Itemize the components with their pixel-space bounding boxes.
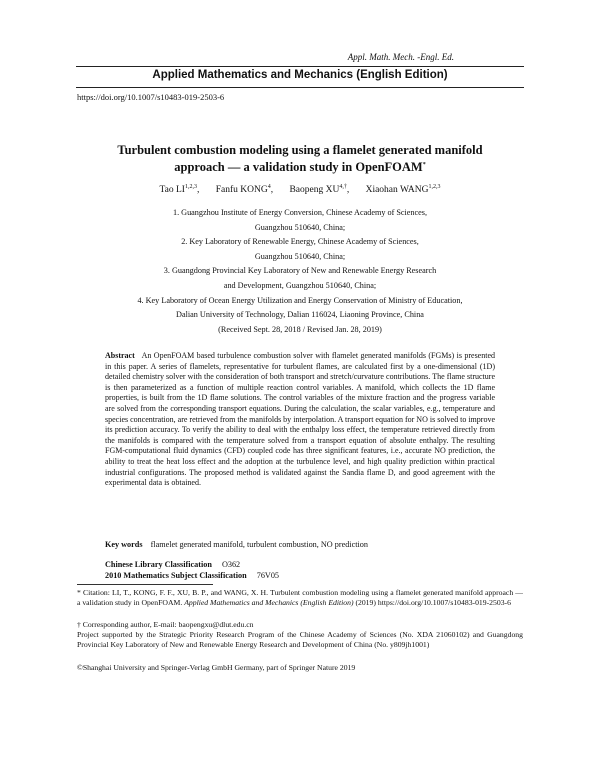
author-list (0, 184, 600, 195)
corresponding-text: Corresponding author, E-mail: baopengxu@dlut.edu.cn (82, 620, 254, 629)
citation-footnote (77, 588, 523, 609)
title-line-1: Turbulent combustion modeling using a flamelet generated manifold (117, 143, 483, 157)
citation-label: Citation: (82, 588, 110, 597)
msc-value: 76V05 (256, 571, 280, 580)
abstract-label: Abstract (105, 351, 135, 360)
msc-classification (105, 571, 279, 580)
citation-doi[interactable]: (2019) https://doi.org/10.1007/s10483-019-2503-6 (355, 598, 511, 608)
journal-title: Applied Mathematics and Mechanics (English Edition) (152, 69, 448, 81)
affiliation-line: 4. Key Laboratory of Ocean Energy Utilization and Energy Conservation of Ministry of Education, (137, 295, 463, 305)
affiliation-line: and Development, Guangzhou 510640, China; (223, 280, 377, 290)
corresponding-mark: † (77, 620, 81, 629)
footnote-rule (77, 584, 213, 585)
author: Fanfu KONG$^4$, (215, 184, 274, 196)
copyright-line: ©Shanghai University and Springer-Verlag GmbH Germany, part of Springer Nature 2019 (77, 663, 356, 672)
funding-footnote: Project supported by the Strategic Priority Research Program of the Chinese Academy of Sciences (No. XDA 21060102) and Guangdong Provincial Key Laboratory of New and Renewable Energy Research and Development of China (No. y809jh1001) (77, 630, 523, 650)
affiliation-line: Guangzhou 510640, China; (254, 222, 346, 232)
author: Xiaohan WANG$^{1,2,3}$ (365, 184, 441, 196)
received-dates: (Received Sept. 28, 2018 / Revised Jan. 28, 2019) (218, 324, 382, 334)
header-rule-top (76, 66, 524, 67)
title-line-2-text: approach — a validation study in OpenFOAM (174, 160, 423, 175)
abstract (105, 351, 495, 489)
chinese-library-classification (105, 560, 240, 569)
journal-abbreviation: Appl. Math. Mech. -Engl. Ed. (347, 52, 454, 62)
msc-label: 2010 Mathematics Subject Classification (105, 571, 247, 580)
author: Tao LI$^{1,2,3}$, (159, 184, 200, 196)
affiliation-line: Dalian University of Technology, Dalian 116024, Liaoning Province, China (176, 310, 424, 320)
paper-title (60, 143, 540, 175)
doi-link[interactable]: https://doi.org/10.1007/s10483-019-2503-6 (77, 92, 225, 102)
corresponding-footnote (77, 620, 523, 630)
citation-mark: * (77, 588, 81, 597)
title-footnote-mark: * (422, 162, 426, 168)
affiliation-line: 3. Guangdong Provincial Key Laboratory of New and Renewable Energy Research (163, 266, 437, 276)
title-line-2 (60, 158, 540, 175)
keywords (105, 540, 368, 549)
clc-label: Chinese Library Classification (105, 560, 212, 569)
clc-value: O362 (221, 560, 241, 569)
affiliation-line: 1. Guangzhou Institute of Energy Conversion, Chinese Academy of Sciences, (172, 208, 428, 217)
keywords-label: Key words (105, 540, 143, 549)
affiliation-line: 2. Key Laboratory of Renewable Energy, Chinese Academy of Sciences, (181, 237, 419, 247)
citation-text: LI, T., KONG, F. F., XU, B. P., and WANG, X. H. Turbulent combustion modeling using a flamelet generated manifold approach — a validation study in OpenFOAM. (77, 588, 523, 608)
author: Baopeng $XU^{4,\dagger}$, (289, 184, 350, 196)
affiliation-block (60, 206, 540, 337)
abstract-text: An OpenFOAM based turbulence combustion solver with flamelet generated manifolds (FGMs) is presented in this paper. A series of flamelets, representative for turbulent flames, are calculated first by a one-dimensional (1D) detailed chemistry solver with the consideration of both transport and stretch/curvature contributions. The flame structure is then parameterized as a function of multiple reaction control variables. A manifold, which collects the 1D flame properties, is built from the 1D flame solutions. The control variables of the mixture fraction and the progress variable are solved from the corresponding transport equations. During the calculation, the scalar variables, e.g., temperature and species concentration, are retrieved from the manifolds by interpolation. A transport equation for NO is solved to improve its prediction accuracy. To verify the ability to deal with the enthalpy loss effect, the temperature retrieved directly from the manifolds is compared with the temperature solved from a transport equation of absolute enthalpy. The resulting FGM-computational fluid dynamics (CFD) coupled code has three significant features, i.e., accurate NO prediction, the ability to treat the heat loss effect and the adoption at the turbulence level, and high quality prediction within practical industrial configurations. The proposed method is validated against the Sandia flame D, and good agreement with the experimental data is obtained. (105, 351, 496, 488)
keywords-text: flamelet generated manifold, turbulent combustion, NO prediction (150, 540, 368, 549)
affiliation-line: Guangzhou 510640, China; (254, 251, 346, 261)
header-rule-bottom (76, 87, 524, 88)
citation-journal: Applied Mathematics and Mechanics (English Edition) (184, 598, 354, 608)
